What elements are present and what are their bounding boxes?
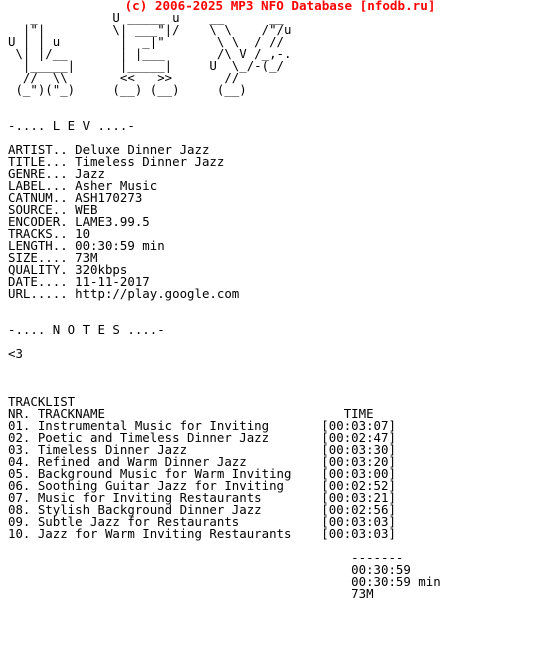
nfo-line: -.... N O T E S ....- bbox=[8, 322, 165, 337]
nfo-line: 00:30:59 bbox=[8, 562, 411, 577]
nfo-line: 09. Subtle Jazz for Restaurants [00:03:03] bbox=[8, 514, 396, 529]
nfo-line: 08. Stylish Background Dinner Jazz [00:02:56] bbox=[8, 502, 396, 517]
nfo-line bbox=[8, 360, 441, 372]
nfodb-header-link[interactable]: (c) 2006-2025 MP3 NFO Database [nfodb.ru] bbox=[124, 0, 436, 13]
nfo-line: TRACKLIST bbox=[8, 394, 76, 409]
nfo-line: 03. Timeless Dinner Jazz [00:03:30] bbox=[8, 442, 396, 457]
nfo-line: QUALITY. 320kbps bbox=[8, 262, 128, 277]
nfo-line: 02. Poetic and Timeless Dinner Jazz [00:02:47] bbox=[8, 430, 396, 445]
nfo-text-block bbox=[8, 12, 441, 600]
nfo-line: 10. Jazz for Warm Inviting Restaurants [00:03:03] bbox=[8, 526, 396, 541]
nfo-line: TRACKS.. 10 bbox=[8, 226, 91, 241]
nfo-line: LENGTH.. 00:30:59 min bbox=[8, 238, 165, 253]
nfo-line: \| |/__ | |___ /\ V /_,-. bbox=[8, 46, 292, 61]
nfo-line: URL..... http://play.google.com bbox=[8, 286, 240, 301]
nfo-line: 07. Music for Inviting Restaurants [00:03:21] bbox=[8, 490, 396, 505]
nfo-line: _ U _____ u __ __ bbox=[8, 10, 285, 25]
nfo-line: SIZE.... 73M bbox=[8, 250, 98, 265]
nfo-line: 01. Instrumental Music for Inviting [00:03:07] bbox=[8, 418, 396, 433]
nfo-line: U | | u | _|" \ \ / // bbox=[8, 34, 285, 49]
nfo-line: (_")("_) (__) (__) (__) bbox=[8, 82, 247, 97]
nfo-line: // \\ << >> // bbox=[8, 70, 240, 85]
nfo-line: ARTIST.. Deluxe Dinner Jazz bbox=[8, 142, 210, 157]
nfo-line: -.... L E V ....- bbox=[8, 118, 135, 133]
nfo-line: GENRE... Jazz bbox=[8, 166, 105, 181]
nfo-line: LABEL... Asher Music bbox=[8, 178, 158, 193]
nfo-line: 04. Refined and Warm Dinner Jazz [00:03:20] bbox=[8, 454, 396, 469]
nfo-line: |_____| |_____| U \_/-(_/ bbox=[8, 58, 285, 73]
nfo-line: TITLE... Timeless Dinner Jazz bbox=[8, 154, 225, 169]
nfo-line: 05. Background Music for Warm Inviting [00:03:00] bbox=[8, 466, 396, 481]
nfo-line bbox=[8, 96, 441, 108]
nfo-line bbox=[8, 336, 441, 348]
nfo-line: 06. Soothing Guitar Jazz for Inviting [00:02:52] bbox=[8, 478, 396, 493]
nfo-line bbox=[8, 372, 441, 384]
nfo-line: ENCODER. LAME3.99.5 bbox=[8, 214, 150, 229]
nfo-line: <3 bbox=[8, 346, 23, 361]
nfo-line bbox=[8, 300, 441, 312]
nfo-line: 00:30:59 min bbox=[8, 574, 441, 589]
nfo-line: ------- bbox=[8, 550, 404, 565]
nfo-line: NR. TRACKNAME TIME bbox=[8, 406, 374, 421]
nfo-line: CATNUM.. ASH170273 bbox=[8, 190, 143, 205]
nfo-line: 73M bbox=[8, 586, 374, 601]
nfo-line: SOURCE.. WEB bbox=[8, 202, 98, 217]
nfo-line: |"| \| ___"|/ \ \ /"/u bbox=[8, 22, 292, 37]
nfo-line: DATE.... 11-11-2017 bbox=[8, 274, 150, 289]
